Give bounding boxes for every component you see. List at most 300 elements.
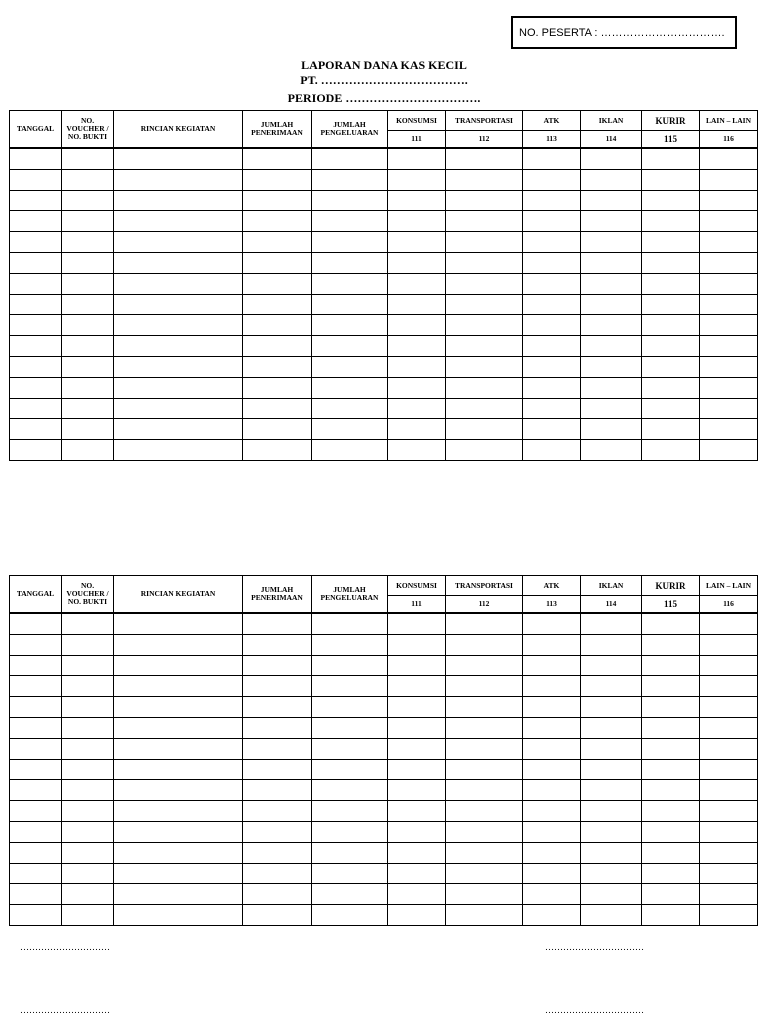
table-cell[interactable] [642,884,700,905]
table-cell[interactable] [700,905,758,926]
table-cell[interactable] [642,440,700,461]
table-cell[interactable] [312,842,388,863]
table-cell[interactable] [62,634,114,655]
table-cell[interactable] [642,738,700,759]
table-cell[interactable] [114,419,243,440]
table-cell[interactable] [62,697,114,718]
table-cell[interactable] [523,169,581,190]
table-cell[interactable] [114,655,243,676]
table-cell[interactable] [10,738,62,759]
table-cell[interactable] [114,148,243,169]
table-cell[interactable] [312,440,388,461]
table-cell[interactable] [700,169,758,190]
table-cell[interactable] [581,884,642,905]
table-cell[interactable] [388,211,446,232]
table-cell[interactable] [581,440,642,461]
table-cell[interactable] [388,294,446,315]
table-cell[interactable] [446,294,523,315]
table-cell[interactable] [312,676,388,697]
table-cell[interactable] [312,759,388,780]
table-cell[interactable] [114,377,243,398]
table-cell[interactable] [446,211,523,232]
table-cell[interactable] [114,315,243,336]
table-cell[interactable] [523,377,581,398]
table-cell[interactable] [446,801,523,822]
table-cell[interactable] [700,190,758,211]
table-cell[interactable] [388,398,446,419]
table-cell[interactable] [62,336,114,357]
table-cell[interactable] [243,336,312,357]
table-cell[interactable] [581,190,642,211]
table-cell[interactable] [642,821,700,842]
table-cell[interactable] [581,863,642,884]
table-cell[interactable] [114,356,243,377]
table-cell[interactable] [114,842,243,863]
table-cell[interactable] [700,863,758,884]
table-cell[interactable] [312,905,388,926]
table-cell[interactable] [388,655,446,676]
table-cell[interactable] [388,634,446,655]
table-cell[interactable] [581,419,642,440]
table-cell[interactable] [642,273,700,294]
table-cell[interactable] [523,294,581,315]
table-cell[interactable] [62,821,114,842]
table-cell[interactable] [114,676,243,697]
table-cell[interactable] [446,884,523,905]
table-cell[interactable] [446,336,523,357]
table-cell[interactable] [62,801,114,822]
table-cell[interactable] [312,232,388,253]
table-cell[interactable] [62,190,114,211]
table-cell[interactable] [700,842,758,863]
table-cell[interactable] [523,676,581,697]
table-cell[interactable] [10,190,62,211]
table-cell[interactable] [114,634,243,655]
table-cell[interactable] [243,273,312,294]
table-cell[interactable] [243,398,312,419]
table-cell[interactable] [642,252,700,273]
table-cell[interactable] [388,863,446,884]
table-cell[interactable] [312,398,388,419]
table-cell[interactable] [523,780,581,801]
table-cell[interactable] [581,634,642,655]
table-cell[interactable] [10,169,62,190]
table-cell[interactable] [446,780,523,801]
table-cell[interactable] [62,315,114,336]
table-cell[interactable] [523,634,581,655]
table-cell[interactable] [581,821,642,842]
table-cell[interactable] [312,419,388,440]
table-cell[interactable] [700,634,758,655]
table-cell[interactable] [642,780,700,801]
table-cell[interactable] [581,801,642,822]
table-cell[interactable] [523,211,581,232]
table-cell[interactable] [62,842,114,863]
table-cell[interactable] [114,190,243,211]
table-cell[interactable] [642,294,700,315]
table-cell[interactable] [523,232,581,253]
table-cell[interactable] [700,398,758,419]
table-cell[interactable] [581,148,642,169]
table-cell[interactable] [10,315,62,336]
table-cell[interactable] [388,842,446,863]
table-cell[interactable] [114,336,243,357]
table-cell[interactable] [243,377,312,398]
table-cell[interactable] [62,294,114,315]
table-cell[interactable] [523,863,581,884]
table-cell[interactable] [312,634,388,655]
table-cell[interactable] [312,190,388,211]
table-cell[interactable] [243,905,312,926]
table-cell[interactable] [700,148,758,169]
table-cell[interactable] [446,676,523,697]
table-cell[interactable] [10,356,62,377]
table-cell[interactable] [642,356,700,377]
table-cell[interactable] [581,905,642,926]
table-cell[interactable] [581,211,642,232]
table-cell[interactable] [642,759,700,780]
table-cell[interactable] [523,697,581,718]
table-cell[interactable] [642,169,700,190]
table-cell[interactable] [388,905,446,926]
table-cell[interactable] [243,440,312,461]
table-cell[interactable] [642,148,700,169]
table-cell[interactable] [62,211,114,232]
table-cell[interactable] [388,884,446,905]
table-cell[interactable] [62,148,114,169]
table-cell[interactable] [700,440,758,461]
table-cell[interactable] [114,738,243,759]
table-cell[interactable] [523,190,581,211]
table-cell[interactable] [114,801,243,822]
table-cell[interactable] [114,821,243,842]
table-cell[interactable] [523,759,581,780]
table-cell[interactable] [114,780,243,801]
table-cell[interactable] [446,148,523,169]
table-cell[interactable] [523,273,581,294]
table-cell[interactable] [312,336,388,357]
table-cell[interactable] [312,148,388,169]
table-cell[interactable] [10,398,62,419]
table-cell[interactable] [10,780,62,801]
table-cell[interactable] [642,801,700,822]
table-cell[interactable] [700,252,758,273]
table-cell[interactable] [312,863,388,884]
table-cell[interactable] [581,252,642,273]
table-cell[interactable] [700,377,758,398]
table-cell[interactable] [446,440,523,461]
table-cell[interactable] [10,273,62,294]
table-cell[interactable] [700,821,758,842]
table-cell[interactable] [243,294,312,315]
table-cell[interactable] [10,377,62,398]
table-cell[interactable] [114,717,243,738]
table-cell[interactable] [446,821,523,842]
table-cell[interactable] [642,655,700,676]
table-cell[interactable] [10,717,62,738]
table-cell[interactable] [243,884,312,905]
table-cell[interactable] [10,613,62,634]
table-cell[interactable] [523,315,581,336]
table-cell[interactable] [312,211,388,232]
table-cell[interactable] [10,759,62,780]
table-cell[interactable] [642,377,700,398]
table-cell[interactable] [114,398,243,419]
table-cell[interactable] [243,634,312,655]
table-cell[interactable] [312,697,388,718]
table-cell[interactable] [581,780,642,801]
table-cell[interactable] [581,377,642,398]
table-cell[interactable] [243,148,312,169]
table-cell[interactable] [581,759,642,780]
table-cell[interactable] [243,190,312,211]
table-cell[interactable] [243,655,312,676]
table-cell[interactable] [243,759,312,780]
table-cell[interactable] [581,336,642,357]
table-cell[interactable] [388,377,446,398]
table-cell[interactable] [62,738,114,759]
table-cell[interactable] [700,419,758,440]
table-cell[interactable] [10,419,62,440]
table-cell[interactable] [523,419,581,440]
table-cell[interactable] [312,821,388,842]
table-cell[interactable] [243,801,312,822]
table-cell[interactable] [700,315,758,336]
table-cell[interactable] [312,356,388,377]
table-cell[interactable] [114,273,243,294]
table-cell[interactable] [523,398,581,419]
table-cell[interactable] [243,613,312,634]
table-cell[interactable] [523,356,581,377]
table-cell[interactable] [312,738,388,759]
table-cell[interactable] [388,780,446,801]
table-cell[interactable] [446,419,523,440]
table-cell[interactable] [10,148,62,169]
table-cell[interactable] [388,821,446,842]
table-cell[interactable] [114,863,243,884]
table-cell[interactable] [10,842,62,863]
table-cell[interactable] [10,884,62,905]
table-cell[interactable] [446,377,523,398]
table-cell[interactable] [446,717,523,738]
table-cell[interactable] [642,398,700,419]
table-cell[interactable] [312,884,388,905]
table-cell[interactable] [523,613,581,634]
table-cell[interactable] [10,252,62,273]
table-cell[interactable] [700,717,758,738]
table-cell[interactable] [388,169,446,190]
table-cell[interactable] [446,315,523,336]
table-cell[interactable] [446,190,523,211]
table-cell[interactable] [700,356,758,377]
table-cell[interactable] [388,738,446,759]
table-cell[interactable] [642,211,700,232]
table-cell[interactable] [243,738,312,759]
table-cell[interactable] [62,863,114,884]
table-cell[interactable] [10,821,62,842]
table-cell[interactable] [114,252,243,273]
table-cell[interactable] [581,232,642,253]
table-cell[interactable] [312,315,388,336]
table-cell[interactable] [523,655,581,676]
table-cell[interactable] [642,232,700,253]
table-cell[interactable] [581,717,642,738]
table-cell[interactable] [10,801,62,822]
table-cell[interactable] [700,211,758,232]
table-cell[interactable] [312,169,388,190]
table-cell[interactable] [312,717,388,738]
table-cell[interactable] [700,738,758,759]
table-cell[interactable] [114,613,243,634]
table-cell[interactable] [700,336,758,357]
table-cell[interactable] [62,613,114,634]
table-cell[interactable] [312,655,388,676]
table-cell[interactable] [700,613,758,634]
table-cell[interactable] [114,169,243,190]
table-cell[interactable] [312,613,388,634]
table-cell[interactable] [581,697,642,718]
table-cell[interactable] [523,884,581,905]
table-cell[interactable] [243,842,312,863]
table-cell[interactable] [700,801,758,822]
table-cell[interactable] [114,759,243,780]
table-cell[interactable] [700,759,758,780]
table-cell[interactable] [642,842,700,863]
table-cell[interactable] [62,169,114,190]
table-cell[interactable] [312,780,388,801]
table-cell[interactable] [243,676,312,697]
table-cell[interactable] [642,863,700,884]
table-cell[interactable] [312,273,388,294]
table-cell[interactable] [243,211,312,232]
table-cell[interactable] [62,717,114,738]
table-cell[interactable] [523,905,581,926]
table-cell[interactable] [642,676,700,697]
table-cell[interactable] [62,356,114,377]
table-cell[interactable] [62,884,114,905]
table-cell[interactable] [581,842,642,863]
table-cell[interactable] [388,336,446,357]
table-cell[interactable] [581,315,642,336]
table-cell[interactable] [700,697,758,718]
table-cell[interactable] [642,419,700,440]
table-cell[interactable] [388,315,446,336]
table-cell[interactable] [388,232,446,253]
table-cell[interactable] [62,655,114,676]
table-cell[interactable] [446,655,523,676]
table-cell[interactable] [446,905,523,926]
table-cell[interactable] [446,356,523,377]
table-cell[interactable] [114,232,243,253]
table-cell[interactable] [446,273,523,294]
table-cell[interactable] [62,232,114,253]
table-cell[interactable] [642,190,700,211]
table-cell[interactable] [62,273,114,294]
table-cell[interactable] [388,148,446,169]
table-cell[interactable] [446,634,523,655]
table-cell[interactable] [243,356,312,377]
table-cell[interactable] [388,697,446,718]
table-cell[interactable] [446,252,523,273]
table-cell[interactable] [388,419,446,440]
table-cell[interactable] [700,273,758,294]
table-cell[interactable] [114,211,243,232]
table-cell[interactable] [243,315,312,336]
table-cell[interactable] [62,398,114,419]
table-cell[interactable] [700,294,758,315]
table-cell[interactable] [62,419,114,440]
table-cell[interactable] [388,801,446,822]
table-cell[interactable] [243,169,312,190]
table-cell[interactable] [312,294,388,315]
table-cell[interactable] [10,440,62,461]
table-cell[interactable] [581,398,642,419]
table-cell[interactable] [700,676,758,697]
table-cell[interactable] [388,613,446,634]
table-cell[interactable] [312,801,388,822]
table-cell[interactable] [62,759,114,780]
table-cell[interactable] [446,842,523,863]
table-cell[interactable] [243,863,312,884]
table-cell[interactable] [581,356,642,377]
table-cell[interactable] [523,738,581,759]
table-cell[interactable] [388,356,446,377]
table-cell[interactable] [243,821,312,842]
table-cell[interactable] [523,842,581,863]
table-cell[interactable] [114,697,243,718]
table-cell[interactable] [243,780,312,801]
table-cell[interactable] [114,440,243,461]
table-cell[interactable] [642,717,700,738]
table-cell[interactable] [523,821,581,842]
table-cell[interactable] [388,440,446,461]
table-cell[interactable] [446,232,523,253]
table-cell[interactable] [10,211,62,232]
table-cell[interactable] [388,252,446,273]
table-cell[interactable] [243,717,312,738]
table-cell[interactable] [10,676,62,697]
table-cell[interactable] [642,634,700,655]
table-cell[interactable] [581,613,642,634]
table-cell[interactable] [62,252,114,273]
table-cell[interactable] [581,738,642,759]
table-cell[interactable] [642,905,700,926]
table-cell[interactable] [700,655,758,676]
table-cell[interactable] [62,780,114,801]
table-cell[interactable] [446,169,523,190]
table-cell[interactable] [581,294,642,315]
table-cell[interactable] [62,676,114,697]
table-cell[interactable] [581,169,642,190]
table-cell[interactable] [642,315,700,336]
table-cell[interactable] [114,905,243,926]
table-cell[interactable] [312,377,388,398]
table-cell[interactable] [581,676,642,697]
table-cell[interactable] [114,294,243,315]
table-cell[interactable] [243,697,312,718]
table-cell[interactable] [388,759,446,780]
table-cell[interactable] [523,148,581,169]
table-cell[interactable] [114,884,243,905]
table-cell[interactable] [388,190,446,211]
table-cell[interactable] [523,440,581,461]
table-cell[interactable] [700,232,758,253]
table-cell[interactable] [388,273,446,294]
table-cell[interactable] [523,336,581,357]
table-cell[interactable] [243,232,312,253]
table-cell[interactable] [581,273,642,294]
table-cell[interactable] [446,398,523,419]
